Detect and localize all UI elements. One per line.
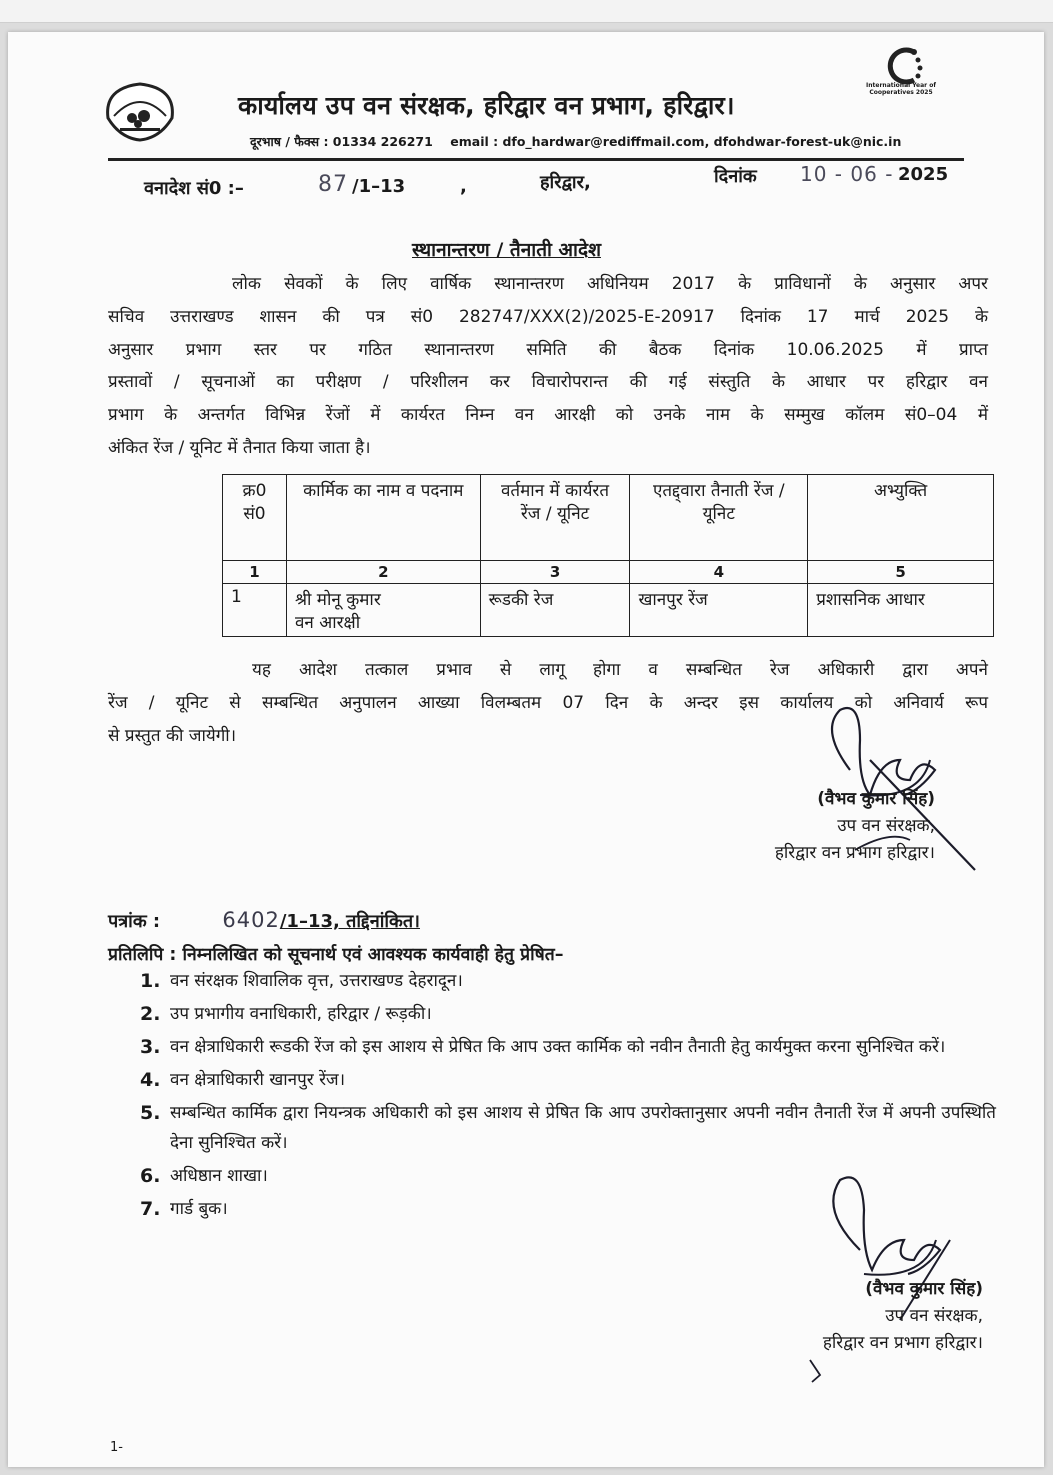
item-text: गार्ड बुक। bbox=[170, 1199, 228, 1219]
item-text: अधिष्ठान शाखा। bbox=[170, 1166, 268, 1186]
item-text: उप प्रभागीय वनाधिकारी, हरिद्वार / रूड़की। bbox=[170, 1004, 432, 1024]
order-heading: स्थानान्तरण / तैनाती आदेश bbox=[412, 239, 601, 261]
item-number: 3. bbox=[140, 1036, 161, 1058]
order-number-label: वनादेश सं0 :– bbox=[144, 178, 244, 199]
item-number: 1. bbox=[140, 970, 161, 992]
signatory-name: (वैभव कुमार सिंह) bbox=[817, 789, 935, 809]
date-handwritten: 10 - 06 - bbox=[800, 162, 894, 186]
iyc-caption: International Year of Cooperatives 2025 bbox=[866, 82, 936, 96]
list-item bbox=[140, 1032, 996, 1062]
closing-line: रेंज / यूनिट से सम्बन्धित अनुपालन आख्या विलम्बतम 07 दिन के अन्दर इस कार्यालय को अनिवार्य रूप bbox=[108, 692, 988, 713]
patrank-handwritten: 6402 bbox=[222, 908, 280, 932]
order-comma: , bbox=[460, 176, 467, 197]
intro-line: अनुसार प्रभाग स्तर पर गठित स्थानान्तरण समिति की बैठक दिनांक 10.06.2025 में प्राप्त bbox=[108, 339, 988, 360]
header-sno: क्र0 सं0 bbox=[223, 475, 287, 561]
header-new: एतद्द्वारा तैनाती रेंज / यूनिट bbox=[630, 475, 808, 561]
top-strip bbox=[0, 0, 1053, 23]
cell-current: रूडकी रेज bbox=[480, 584, 630, 637]
item-number: 6. bbox=[140, 1165, 161, 1187]
cell-sno: 1 bbox=[223, 584, 287, 637]
patrank-suffix: /1–13, तद्दिनांकित। bbox=[279, 911, 420, 932]
date-label: दिनांक bbox=[714, 166, 757, 187]
employee-name: श्री मोनू कुमार bbox=[294, 590, 381, 610]
list-item bbox=[140, 999, 996, 1029]
intro-paragraph bbox=[108, 268, 988, 465]
table-row bbox=[223, 584, 994, 637]
item-number: 4. bbox=[140, 1069, 161, 1091]
item-text: वन संरक्षक शिवालिक वृत्त, उत्तराखण्ड देहरादून। bbox=[170, 971, 463, 991]
header-divider bbox=[108, 158, 964, 161]
signatory-office: हरिद्वार वन प्रभाग हरिद्वार। bbox=[822, 1333, 983, 1353]
intro-line: लोक सेवकों के लिए वार्षिक स्थानान्तरण अधिनियम 2017 के प्राविधानों के अनुसार अपर bbox=[232, 274, 988, 294]
closing-line: से प्रस्तुत की जायेगी। bbox=[108, 725, 237, 746]
item-number: 5. bbox=[140, 1102, 161, 1124]
date-year: 2025 bbox=[898, 164, 949, 185]
item-number: 2. bbox=[140, 1003, 161, 1025]
item-number: 7. bbox=[140, 1198, 161, 1220]
transfer-table bbox=[222, 474, 994, 637]
office-title: कार्यालय उप वन संरक्षक, हरिद्वार वन प्रभाग, हरिद्वार। bbox=[238, 91, 735, 120]
header-remark: अभ्युक्ति bbox=[808, 475, 994, 561]
copy-heading: प्रतिलिपि : निम्नलिखित को सूचनार्थ एवं आवश्यक कार्यवाही हेतु प्रेषित– bbox=[108, 945, 564, 965]
patrank-line bbox=[108, 908, 420, 933]
intro-line: सचिव उत्तराखण्ड शासन की पत्र सं0 282747/XXX(2)/2025-E-20917 दिनांक 17 मार्च 2025 के bbox=[108, 306, 988, 327]
cell-remark: प्रशासनिक आधार bbox=[808, 584, 994, 637]
signature-block-1 bbox=[775, 786, 935, 867]
list-item bbox=[140, 1098, 996, 1158]
col-number: 2 bbox=[286, 561, 480, 584]
header-name: कार्मिक का नाम व पदनाम bbox=[286, 475, 480, 561]
closing-line: यह आदेश तत्काल प्रभाव से लागू होगा व सम्बन्धित रेज अधिकारी द्वारा अपने bbox=[252, 660, 988, 680]
cell-name bbox=[286, 584, 480, 637]
patrank-label: पत्रांक : bbox=[108, 911, 161, 932]
intro-line: अंकित रेंज / यूनिट में तैनात किया जाता है। bbox=[108, 437, 371, 458]
item-text: सम्बन्धित कार्मिक द्वारा नियन्त्रक अधिकारी को इस आशय से प्रेषित कि आप उपरोक्तानुसार अपनी नवीन तैनाती रेंज में अपनी उपस्थिति देना सुनिश्चित करें। bbox=[170, 1103, 996, 1153]
employee-designation: वन आरक्षी bbox=[294, 613, 361, 633]
order-number-handwritten: 87 bbox=[318, 172, 348, 197]
signatory-name: (वैभव कुमार सिंह) bbox=[865, 1279, 983, 1299]
signatory-designation: उप वन संरक्षक, bbox=[885, 1306, 983, 1326]
intro-line: प्रभाग के अन्तर्गत विभिन्न रेंजों में कार्यरत निम्न वन आरक्षी को उनके नाम के सम्मुख कॉलम सं0–04 में bbox=[108, 405, 988, 426]
col-number: 5 bbox=[808, 561, 994, 584]
item-text: वन क्षेत्राधिकारी रूडकी रेंज को इस आशय से प्रेषित कि आप उक्त कार्मिक को नवीन तैनाती हेतु कार्यमुक्त करना सुनिश्चित करें। bbox=[170, 1037, 946, 1057]
order-place: हरिद्वार, bbox=[540, 172, 591, 193]
signatory-office: हरिद्वार वन प्रभाग हरिद्वार। bbox=[774, 843, 935, 863]
phone-fax: दूरभाष / फैक्स : 01334 226271 bbox=[250, 134, 433, 149]
signature-block-2 bbox=[823, 1276, 983, 1357]
email: email : dfo_hardwar@rediffmail.com, dfohdwar-forest-uk@nic.in bbox=[450, 134, 902, 149]
order-number-suffix: /1–13 bbox=[352, 176, 406, 197]
col-number: 1 bbox=[223, 561, 287, 584]
list-item bbox=[140, 1065, 996, 1095]
forest-department-logo bbox=[100, 78, 180, 142]
signatory-designation: उप वन संरक्षक, bbox=[837, 816, 935, 836]
cell-new: खानपुर रेंज bbox=[630, 584, 808, 637]
list-item bbox=[140, 966, 996, 996]
header-current: वर्तमान में कार्यरत रेंज / यूनिट bbox=[480, 475, 630, 561]
iyc-logo bbox=[866, 42, 936, 108]
item-text: वन क्षेत्राधिकारी खानपुर रेंज। bbox=[170, 1070, 346, 1090]
page-number: 1- bbox=[110, 1440, 123, 1455]
col-number: 4 bbox=[630, 561, 808, 584]
contact-line bbox=[250, 133, 901, 150]
col-number: 3 bbox=[480, 561, 630, 584]
intro-line: प्रस्तावों / सूचनाओं का परीक्षण / परिशीलन कर विचारोपरान्त की गई संस्तुति के आधार पर हरिद्वार वन bbox=[108, 372, 988, 393]
